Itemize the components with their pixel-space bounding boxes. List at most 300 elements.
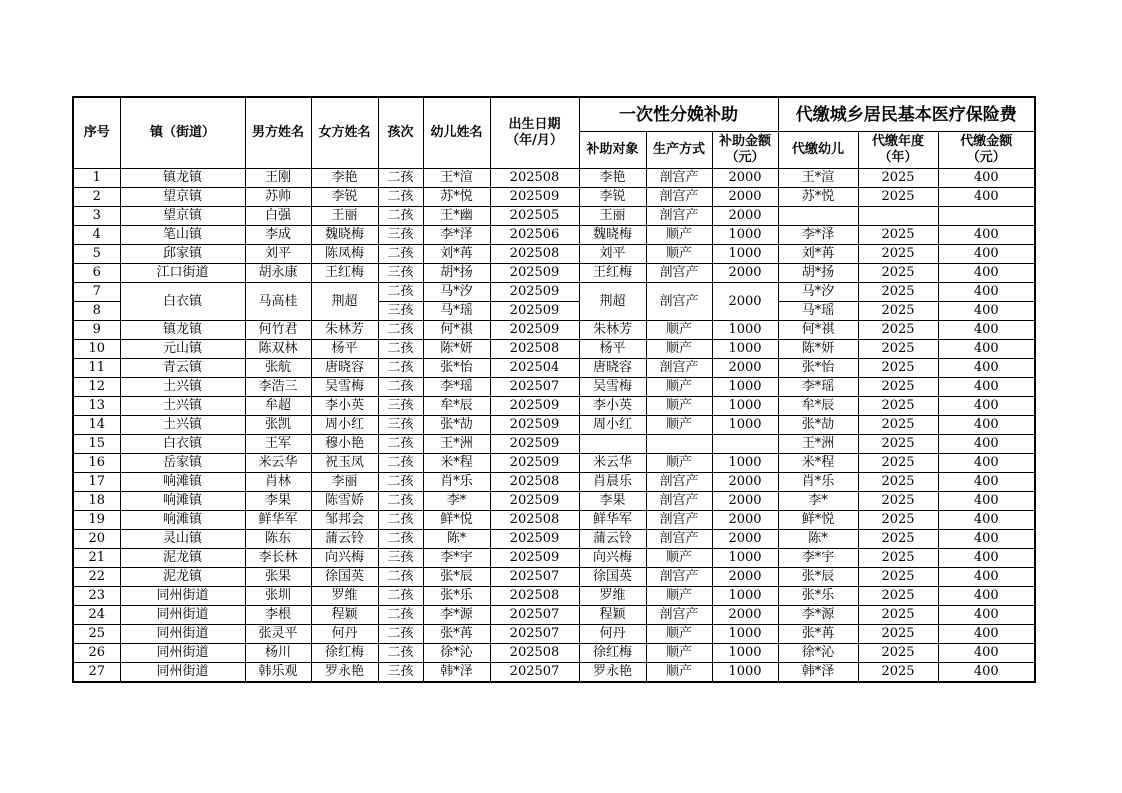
cell-mother: 蒲云铃 — [311, 530, 378, 549]
cell-recipient: 蒲云铃 — [579, 530, 646, 549]
cell-seq: 22 — [73, 568, 120, 587]
cell-birth: 202509 — [490, 397, 579, 416]
cell-town: 泥龙镇 — [120, 549, 245, 568]
cell-father: 鲜华军 — [245, 511, 311, 530]
cell-ins-amount: 400 — [938, 188, 1035, 207]
cell-ins-amount: 400 — [938, 169, 1035, 188]
cell-child: 张*怡 — [423, 359, 490, 378]
cell-delivery: 剖宫产 — [646, 359, 712, 378]
cell-mother: 邹邦会 — [311, 511, 378, 530]
cell-town: 响滩镇 — [120, 511, 245, 530]
cell-child: 张*劼 — [423, 416, 490, 435]
cell-amount: 1000 — [712, 340, 778, 359]
header-mother: 女方姓名 — [311, 97, 378, 169]
cell-amount: 2000 — [712, 283, 778, 321]
cell-father: 刘平 — [245, 245, 311, 264]
cell-amount: 2000 — [712, 188, 778, 207]
cell-amount: 1000 — [712, 625, 778, 644]
cell-ins-amount: 400 — [938, 625, 1035, 644]
cell-ins-child: 张*怡 — [778, 359, 858, 378]
cell-seq: 25 — [73, 625, 120, 644]
cell-recipient: 李果 — [579, 492, 646, 511]
cell-ins-amount: 400 — [938, 302, 1035, 321]
cell-child: 李*瑶 — [423, 378, 490, 397]
cell-amount: 1000 — [712, 245, 778, 264]
cell-mother: 徐红梅 — [311, 644, 378, 663]
cell-ins-child: 李* — [778, 492, 858, 511]
table-row — [73, 435, 1035, 454]
cell-amount: 2000 — [712, 606, 778, 625]
cell-ins-child: 徐*沁 — [778, 644, 858, 663]
cell-seq: 8 — [73, 302, 120, 321]
cell-ins-year: 2025 — [858, 264, 938, 283]
cell-father: 陈东 — [245, 530, 311, 549]
cell-birth: 202509 — [490, 302, 579, 321]
table-row — [73, 644, 1035, 663]
cell-father: 李成 — [245, 226, 311, 245]
header-birth-line2: （年/月） — [506, 133, 563, 148]
cell-child: 肖*乐 — [423, 473, 490, 492]
cell-father: 杨川 — [245, 644, 311, 663]
cell-delivery: 顺产 — [646, 454, 712, 473]
cell-birth: 202509 — [490, 188, 579, 207]
cell-mother: 穆小艳 — [311, 435, 378, 454]
cell-delivery: 剖宫产 — [646, 169, 712, 188]
cell-mother: 程颖 — [311, 606, 378, 625]
cell-mother: 陈凤梅 — [311, 245, 378, 264]
cell-mother: 周小红 — [311, 416, 378, 435]
cell-seq: 2 — [73, 188, 120, 207]
cell-delivery: 顺产 — [646, 245, 712, 264]
header-seq: 序号 — [73, 97, 120, 169]
cell-child: 马*汐 — [423, 283, 490, 302]
cell-ins-child: 牟*辰 — [778, 397, 858, 416]
cell-ins-child: 肖*乐 — [778, 473, 858, 492]
cell-amount: 2000 — [712, 492, 778, 511]
cell-delivery — [646, 435, 712, 454]
cell-father: 李根 — [245, 606, 311, 625]
table-row — [73, 359, 1035, 378]
cell-ins-child: 李*宇 — [778, 549, 858, 568]
cell-child: 李* — [423, 492, 490, 511]
table-row — [73, 511, 1035, 530]
cell-delivery: 顺产 — [646, 416, 712, 435]
table-row — [73, 454, 1035, 473]
cell-ins-child — [778, 207, 858, 226]
cell-town: 青云镇 — [120, 359, 245, 378]
cell-amount: 2000 — [712, 264, 778, 283]
cell-order: 三孩 — [378, 226, 423, 245]
cell-ins-child: 陈* — [778, 530, 858, 549]
cell-seq: 26 — [73, 644, 120, 663]
cell-seq: 15 — [73, 435, 120, 454]
cell-amount: 2000 — [712, 530, 778, 549]
table-row — [73, 397, 1035, 416]
cell-ins-amount: 400 — [938, 511, 1035, 530]
cell-ins-child: 张*辰 — [778, 568, 858, 587]
cell-amount: 1000 — [712, 549, 778, 568]
cell-mother: 祝玉凤 — [311, 454, 378, 473]
cell-child: 陈* — [423, 530, 490, 549]
cell-amount: 1000 — [712, 454, 778, 473]
cell-ins-child: 李*源 — [778, 606, 858, 625]
cell-ins-year: 2025 — [858, 454, 938, 473]
cell-child: 胡*扬 — [423, 264, 490, 283]
cell-delivery: 顺产 — [646, 587, 712, 606]
cell-order: 三孩 — [378, 397, 423, 416]
cell-birth: 202505 — [490, 207, 579, 226]
cell-ins-amount: 400 — [938, 435, 1035, 454]
cell-recipient: 刘平 — [579, 245, 646, 264]
cell-ins-child: 王*渲 — [778, 169, 858, 188]
cell-amount: 2000 — [712, 207, 778, 226]
cell-child: 王*渲 — [423, 169, 490, 188]
cell-order: 二孩 — [378, 606, 423, 625]
cell-town: 笔山镇 — [120, 226, 245, 245]
cell-ins-year: 2025 — [858, 606, 938, 625]
cell-ins-child: 张*苒 — [778, 625, 858, 644]
cell-ins-year: 2025 — [858, 568, 938, 587]
cell-child: 李*源 — [423, 606, 490, 625]
cell-seq: 6 — [73, 264, 120, 283]
cell-seq: 19 — [73, 511, 120, 530]
cell-order: 二孩 — [378, 568, 423, 587]
cell-birth: 202508 — [490, 169, 579, 188]
cell-recipient: 唐晓容 — [579, 359, 646, 378]
table-row — [73, 663, 1035, 683]
cell-delivery: 剖宫产 — [646, 283, 712, 321]
cell-mother: 罗永艳 — [311, 663, 378, 683]
cell-town: 土兴镇 — [120, 416, 245, 435]
cell-mother: 罗维 — [311, 587, 378, 606]
cell-ins-amount: 400 — [938, 321, 1035, 340]
cell-father: 李浩三 — [245, 378, 311, 397]
cell-birth: 202507 — [490, 568, 579, 587]
cell-child: 陈*妍 — [423, 340, 490, 359]
header-ins-year-line2: （年） — [878, 150, 918, 165]
cell-mother: 徐国英 — [311, 568, 378, 587]
cell-town: 响滩镇 — [120, 473, 245, 492]
cell-town: 同州街道 — [120, 625, 245, 644]
cell-ins-child: 韩*泽 — [778, 663, 858, 683]
cell-recipient: 周小红 — [579, 416, 646, 435]
cell-ins-child: 李*瑶 — [778, 378, 858, 397]
cell-ins-amount: 400 — [938, 226, 1035, 245]
cell-seq: 3 — [73, 207, 120, 226]
cell-recipient: 杨平 — [579, 340, 646, 359]
cell-delivery: 剖宫产 — [646, 473, 712, 492]
cell-ins-amount: 400 — [938, 473, 1035, 492]
cell-ins-year: 2025 — [858, 644, 938, 663]
cell-ins-year: 2025 — [858, 378, 938, 397]
header-birth-line1: 出生日期 — [508, 117, 561, 132]
cell-recipient: 向兴梅 — [579, 549, 646, 568]
cell-delivery: 顺产 — [646, 321, 712, 340]
cell-town: 镇龙镇 — [120, 169, 245, 188]
cell-order: 二孩 — [378, 207, 423, 226]
cell-seq: 17 — [73, 473, 120, 492]
cell-delivery: 剖宫产 — [646, 207, 712, 226]
table-row — [73, 226, 1035, 245]
cell-father: 张圳 — [245, 587, 311, 606]
cell-birth: 202509 — [490, 264, 579, 283]
table-row — [73, 188, 1035, 207]
cell-ins-amount: 400 — [938, 397, 1035, 416]
header-ins-amount — [938, 132, 1035, 169]
header-birth — [490, 97, 579, 169]
cell-father: 米云华 — [245, 454, 311, 473]
cell-mother: 李小英 — [311, 397, 378, 416]
cell-mother: 杨平 — [311, 340, 378, 359]
cell-birth: 202507 — [490, 378, 579, 397]
cell-delivery: 剖宫产 — [646, 492, 712, 511]
cell-child: 李*宇 — [423, 549, 490, 568]
cell-order: 三孩 — [378, 549, 423, 568]
cell-recipient — [579, 435, 646, 454]
cell-order: 二孩 — [378, 492, 423, 511]
cell-birth: 202509 — [490, 530, 579, 549]
cell-ins-child: 刘*苒 — [778, 245, 858, 264]
cell-seq: 23 — [73, 587, 120, 606]
table-row — [73, 169, 1035, 188]
cell-ins-child: 张*劼 — [778, 416, 858, 435]
cell-father: 张灵平 — [245, 625, 311, 644]
cell-birth: 202508 — [490, 644, 579, 663]
cell-ins-year: 2025 — [858, 169, 938, 188]
cell-town: 灵山镇 — [120, 530, 245, 549]
cell-ins-amount — [938, 207, 1035, 226]
cell-child: 牟*辰 — [423, 397, 490, 416]
cell-mother: 何丹 — [311, 625, 378, 644]
cell-father: 牟超 — [245, 397, 311, 416]
cell-child: 王*幽 — [423, 207, 490, 226]
cell-ins-year: 2025 — [858, 492, 938, 511]
cell-mother: 李艳 — [311, 169, 378, 188]
header-insurance-group: 代缴城乡居民基本医疗保险费 — [778, 97, 1035, 132]
cell-delivery: 顺产 — [646, 397, 712, 416]
cell-mother: 向兴梅 — [311, 549, 378, 568]
cell-seq: 11 — [73, 359, 120, 378]
cell-ins-child: 李*泽 — [778, 226, 858, 245]
cell-birth: 202508 — [490, 340, 579, 359]
cell-order: 三孩 — [378, 302, 423, 321]
cell-child: 王*洲 — [423, 435, 490, 454]
cell-delivery: 顺产 — [646, 340, 712, 359]
cell-ins-amount: 400 — [938, 568, 1035, 587]
cell-ins-year: 2025 — [858, 245, 938, 264]
table-row — [73, 530, 1035, 549]
cell-birth: 202509 — [490, 492, 579, 511]
cell-seq: 18 — [73, 492, 120, 511]
cell-order: 二孩 — [378, 169, 423, 188]
cell-recipient: 罗永艳 — [579, 663, 646, 683]
cell-order: 二孩 — [378, 378, 423, 397]
cell-seq: 16 — [73, 454, 120, 473]
cell-recipient: 王丽 — [579, 207, 646, 226]
cell-seq: 1 — [73, 169, 120, 188]
cell-recipient: 荆超 — [579, 283, 646, 321]
cell-ins-year: 2025 — [858, 188, 938, 207]
table-row — [73, 625, 1035, 644]
cell-mother: 李锐 — [311, 188, 378, 207]
cell-seq: 21 — [73, 549, 120, 568]
cell-birth: 202509 — [490, 454, 579, 473]
cell-ins-amount: 400 — [938, 530, 1035, 549]
cell-town: 邱家镇 — [120, 245, 245, 264]
cell-birth: 202509 — [490, 549, 579, 568]
cell-father: 马高桂 — [245, 283, 311, 321]
cell-ins-year: 2025 — [858, 340, 938, 359]
cell-ins-amount: 400 — [938, 454, 1035, 473]
cell-delivery: 顺产 — [646, 549, 712, 568]
cell-ins-year: 2025 — [858, 397, 938, 416]
cell-child: 马*瑶 — [423, 302, 490, 321]
cell-recipient: 程颖 — [579, 606, 646, 625]
cell-town: 土兴镇 — [120, 378, 245, 397]
cell-seq: 5 — [73, 245, 120, 264]
cell-order: 二孩 — [378, 283, 423, 302]
cell-father: 张果 — [245, 568, 311, 587]
cell-order: 二孩 — [378, 359, 423, 378]
header-ins-amount-line1: 代缴金额 — [960, 134, 1013, 149]
cell-amount — [712, 435, 778, 454]
cell-amount: 1000 — [712, 397, 778, 416]
table-row — [73, 378, 1035, 397]
cell-delivery: 剖宫产 — [646, 188, 712, 207]
cell-delivery: 剖宫产 — [646, 530, 712, 549]
cell-order: 三孩 — [378, 416, 423, 435]
header-amount-line2: （元） — [725, 150, 765, 165]
cell-child: 李*泽 — [423, 226, 490, 245]
header-delivery: 生产方式 — [646, 132, 712, 169]
cell-delivery: 顺产 — [646, 226, 712, 245]
cell-father: 何竹君 — [245, 321, 311, 340]
header-ins-year-line1: 代缴年度 — [871, 134, 924, 149]
cell-order: 二孩 — [378, 644, 423, 663]
header-recipient: 补助对象 — [579, 132, 646, 169]
cell-amount: 1000 — [712, 587, 778, 606]
cell-seq: 14 — [73, 416, 120, 435]
cell-town: 望京镇 — [120, 207, 245, 226]
table-row — [73, 587, 1035, 606]
cell-ins-child: 苏*悦 — [778, 188, 858, 207]
cell-birth: 202507 — [490, 606, 579, 625]
cell-seq: 9 — [73, 321, 120, 340]
cell-ins-amount: 400 — [938, 359, 1035, 378]
table-row — [73, 340, 1035, 359]
cell-town: 江口街道 — [120, 264, 245, 283]
table-row — [73, 283, 1035, 302]
cell-town: 土兴镇 — [120, 397, 245, 416]
cell-ins-amount: 400 — [938, 245, 1035, 264]
cell-delivery: 剖宫产 — [646, 264, 712, 283]
cell-recipient: 魏晓梅 — [579, 226, 646, 245]
cell-recipient: 米云华 — [579, 454, 646, 473]
cell-ins-child: 陈*妍 — [778, 340, 858, 359]
cell-delivery: 顺产 — [646, 378, 712, 397]
cell-ins-year: 2025 — [858, 226, 938, 245]
cell-town: 同州街道 — [120, 644, 245, 663]
cell-birth: 202509 — [490, 321, 579, 340]
cell-seq: 12 — [73, 378, 120, 397]
cell-recipient: 王红梅 — [579, 264, 646, 283]
cell-child: 张*苒 — [423, 625, 490, 644]
cell-ins-year: 2025 — [858, 625, 938, 644]
cell-town: 同州街道 — [120, 663, 245, 683]
cell-order: 二孩 — [378, 188, 423, 207]
cell-mother: 荆超 — [311, 283, 378, 321]
cell-ins-amount: 400 — [938, 340, 1035, 359]
birth-subsidy-table — [72, 96, 1036, 683]
cell-ins-child: 鲜*悦 — [778, 511, 858, 530]
header-child: 幼儿姓名 — [423, 97, 490, 169]
cell-town: 岳家镇 — [120, 454, 245, 473]
cell-seq: 13 — [73, 397, 120, 416]
cell-father: 胡永康 — [245, 264, 311, 283]
cell-order: 二孩 — [378, 340, 423, 359]
table-row — [73, 207, 1035, 226]
cell-town: 响滩镇 — [120, 492, 245, 511]
cell-ins-child: 马*汐 — [778, 283, 858, 302]
cell-amount: 2000 — [712, 511, 778, 530]
cell-ins-year: 2025 — [858, 530, 938, 549]
cell-delivery: 剖宫产 — [646, 511, 712, 530]
cell-father: 张航 — [245, 359, 311, 378]
cell-mother: 吴雪梅 — [311, 378, 378, 397]
cell-ins-amount: 400 — [938, 587, 1035, 606]
cell-recipient: 吴雪梅 — [579, 378, 646, 397]
table-row — [73, 473, 1035, 492]
cell-order: 二孩 — [378, 435, 423, 454]
cell-town: 白衣镇 — [120, 435, 245, 454]
cell-amount: 1000 — [712, 416, 778, 435]
cell-recipient: 肖晨乐 — [579, 473, 646, 492]
table-row — [73, 549, 1035, 568]
header-town: 镇（街道） — [120, 97, 245, 169]
table-row — [73, 568, 1035, 587]
cell-ins-child: 张*乐 — [778, 587, 858, 606]
cell-town: 白衣镇 — [120, 283, 245, 321]
cell-birth: 202509 — [490, 435, 579, 454]
cell-ins-year: 2025 — [858, 359, 938, 378]
cell-mother: 王红梅 — [311, 264, 378, 283]
cell-ins-child: 胡*扬 — [778, 264, 858, 283]
cell-town: 望京镇 — [120, 188, 245, 207]
cell-order: 二孩 — [378, 454, 423, 473]
table-row — [73, 264, 1035, 283]
cell-ins-amount: 400 — [938, 644, 1035, 663]
header-amount — [712, 132, 778, 169]
cell-order: 二孩 — [378, 587, 423, 606]
cell-mother: 朱林芳 — [311, 321, 378, 340]
cell-amount: 1000 — [712, 644, 778, 663]
cell-ins-child: 米*程 — [778, 454, 858, 473]
table-row — [73, 321, 1035, 340]
cell-child: 张*辰 — [423, 568, 490, 587]
cell-father: 王军 — [245, 435, 311, 454]
table-row — [73, 416, 1035, 435]
cell-seq: 4 — [73, 226, 120, 245]
cell-order: 二孩 — [378, 473, 423, 492]
cell-father: 苏帅 — [245, 188, 311, 207]
cell-ins-amount: 400 — [938, 492, 1035, 511]
cell-recipient: 徐红梅 — [579, 644, 646, 663]
cell-ins-child: 何*祺 — [778, 321, 858, 340]
cell-order: 三孩 — [378, 264, 423, 283]
table-row — [73, 492, 1035, 511]
cell-order: 二孩 — [378, 321, 423, 340]
cell-ins-year: 2025 — [858, 549, 938, 568]
